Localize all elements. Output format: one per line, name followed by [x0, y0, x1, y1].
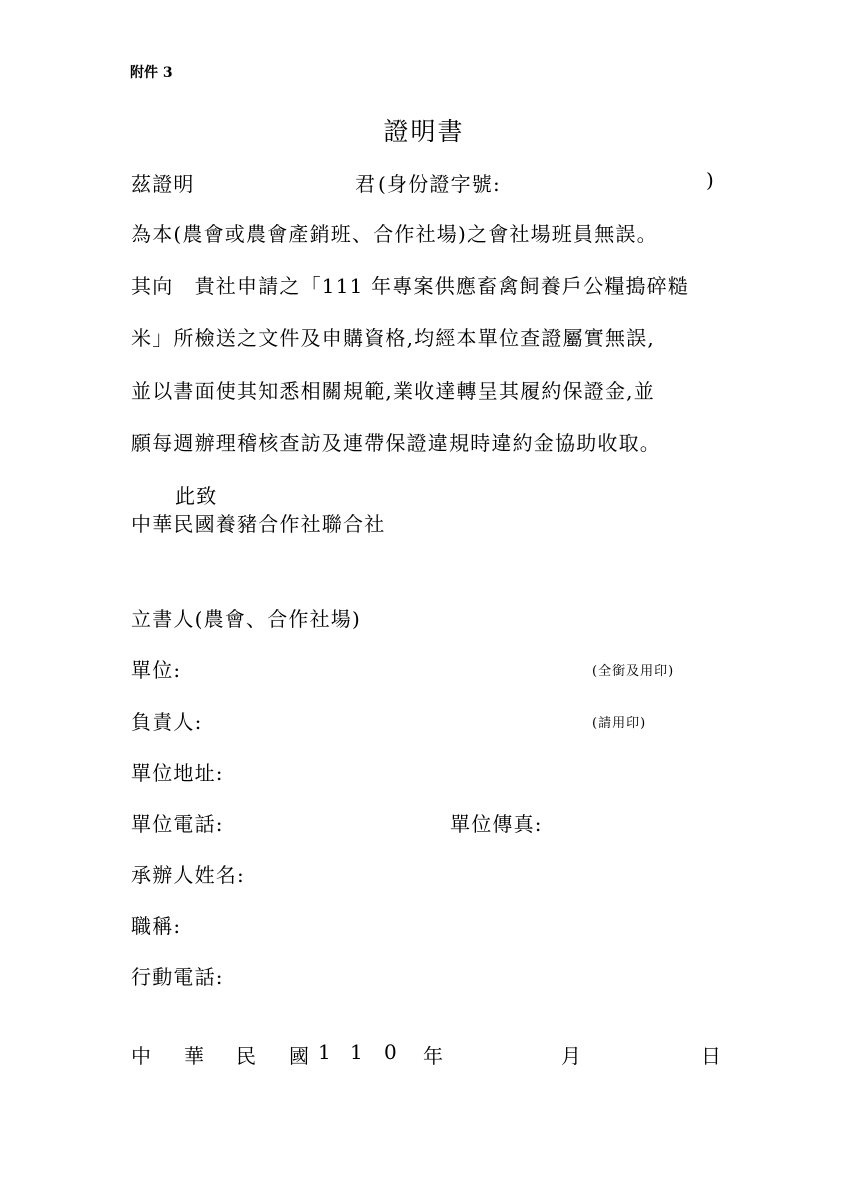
document-title: 證明書: [383, 117, 465, 146]
body-line-2: 為本(農會或農會產銷班、合作社場)之會社場班員無誤。: [131, 222, 658, 246]
certify-id-close: ): [706, 168, 716, 192]
date-day: 日: [701, 1044, 721, 1068]
date-char-3: 民: [236, 1044, 256, 1068]
annex-label: 附件 3: [130, 65, 173, 81]
date-char-4: 國: [289, 1044, 309, 1068]
handler-label: 承辦人姓名:: [131, 863, 245, 887]
person-label: 負責人:: [131, 710, 203, 734]
date-digit-1: 1: [318, 1040, 331, 1064]
job-title-label: 職稱:: [131, 914, 182, 938]
person-note: (請用印): [592, 716, 647, 731]
date-char-1: 中: [131, 1044, 151, 1068]
address-label: 單位地址:: [131, 761, 224, 785]
salutation-to: 此致: [175, 484, 218, 508]
body-line-6: 願每週辦理稽核查訪及連帶保證違規時違約金協助收取。: [131, 431, 661, 455]
date-char-2: 華: [184, 1044, 204, 1068]
fax-label: 單位傳真:: [450, 812, 543, 836]
date-digit-2: 1: [350, 1040, 363, 1064]
unit-label: 單位:: [131, 658, 182, 682]
signer-heading: 立書人(農會、合作社場): [131, 607, 362, 631]
certify-prefix: 茲證明: [131, 172, 195, 196]
salutation-recipient: 中華民國養豬合作社聯合社: [131, 512, 386, 536]
phone-label: 單位電話:: [131, 812, 224, 836]
body-line-4: 米」所檢送之文件及申購資格,均經本單位查證屬實無誤,: [131, 326, 655, 350]
body-line-3: 其向 貴社申請之「111 年專案供應畜禽飼養戶公糧搗碎糙: [131, 274, 690, 298]
certify-id-label: (身份證字號:: [378, 172, 501, 196]
body-line-5: 並以書面使其知悉相關規範,業收達轉呈其履約保證金,並: [131, 379, 655, 403]
unit-note: (全銜及用印): [592, 664, 675, 679]
date-year: 年: [423, 1044, 443, 1068]
mobile-label: 行動電話:: [131, 965, 224, 989]
date-digit-3: 0: [384, 1040, 397, 1064]
certify-jun: 君: [355, 172, 377, 196]
date-month: 月: [561, 1044, 581, 1068]
